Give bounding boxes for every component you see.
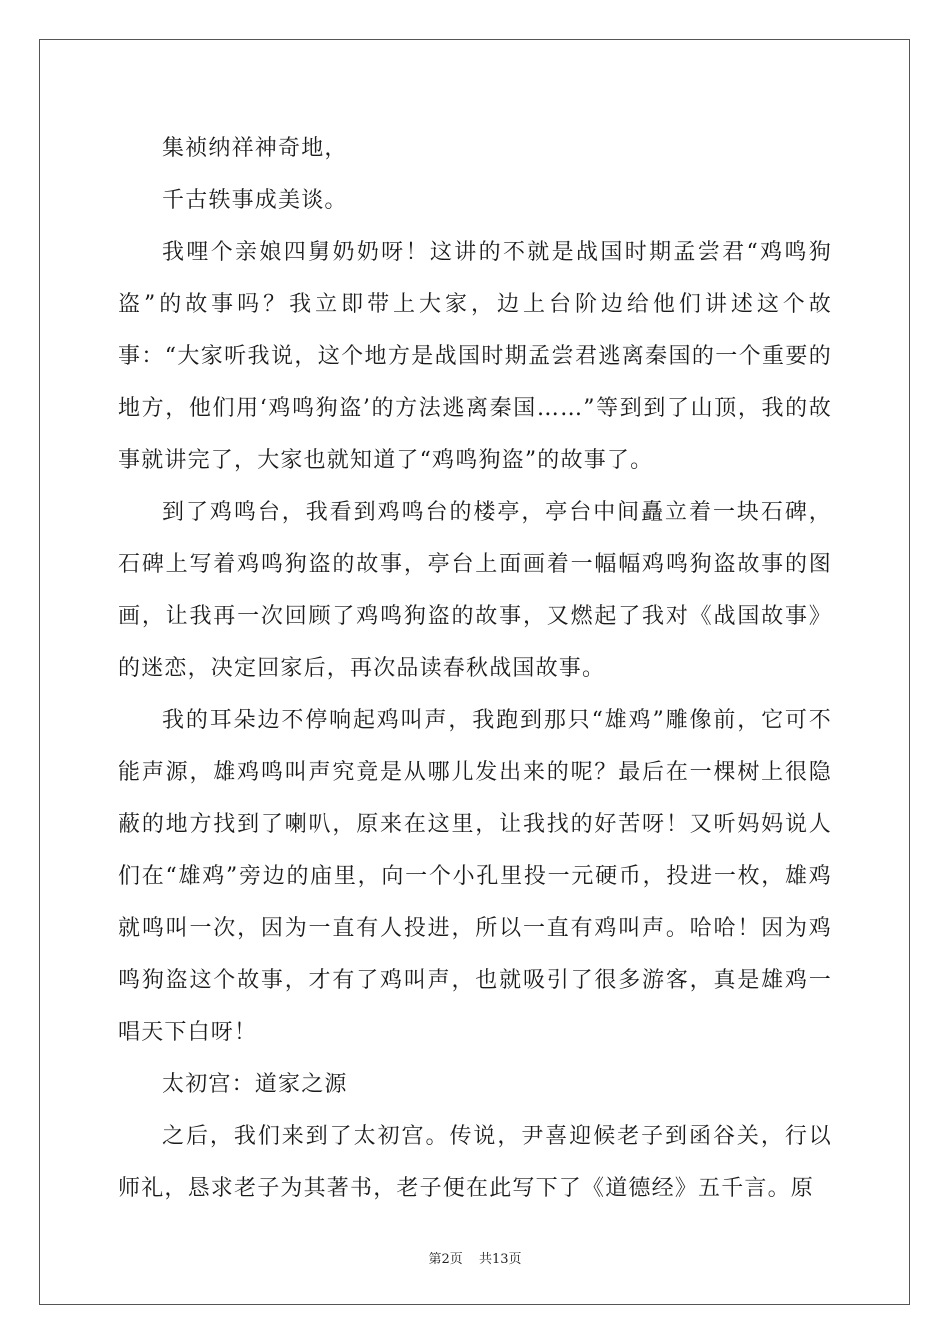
paragraph: 之后，我们来到了太初宫。传说，尹喜迎候老子到函谷关，行以师礼，恳求老子为其著书，老子便在此写下了《道德经》五千言。原 xyxy=(118,1124,832,1201)
page-total: 共13页 xyxy=(478,1252,522,1267)
paragraph: 到了鸡鸣台，我看到鸡鸣台的楼亭，亭台中间矗立着一块石碑，石碑上写着鸡鸣狗盗的故事，亭台上面画着一幅幅鸡鸣狗盗故事的图画，让我再一次回顾了鸡鸣狗盗的故事，又燃起了我对《战国故事》的迷恋，决定回家后，再次品读春秋战国故事。 xyxy=(118,500,832,681)
document-body xyxy=(118,123,832,1215)
page-number: 第2页 xyxy=(428,1252,463,1267)
paragraph: 我的耳朵边不停响起鸡叫声，我跑到那只“雄鸡”雕像前，它可不能声源，雄鸡鸣叫声究竟是从哪儿发出来的呢？最后在一棵树上很隐蔽的地方找到了喇叭，原来在这里，让我找的好苦呀！又听妈妈说人们在“雄鸡”旁边的庙里，向一个小孔里投一元硬币，投进一枚，雄鸡就鸣叫一次，因为一直有人投进，所以一直有鸡叫声。哈哈！因为鸡鸣狗盗这个故事，才有了鸡叫声，也就吸引了很多游客，真是雄鸡一唱天下白呀！ xyxy=(118,708,832,1045)
paragraph: 千古轶事成美谈。 xyxy=(162,188,348,213)
page-footer xyxy=(0,1248,950,1267)
paragraph: 集祯纳祥神奇地， xyxy=(162,136,348,161)
section-heading: 太初宫：道家之源 xyxy=(162,1072,348,1097)
paragraph: 我哩个亲娘四舅奶奶呀！这讲的不就是战国时期孟尝君“鸡鸣狗盗”的故事吗？我立即带上大家，边上台阶边给他们讲述这个故事：“大家听我说，这个地方是战国时期孟尝君逃离秦国的一个重要的地方，他们用‘鸡鸣狗盗’的方法逃离秦国……”等到到了山顶，我的故事就讲完了，大家也就知道了“鸡鸣狗盗”的故事了。 xyxy=(118,240,832,473)
